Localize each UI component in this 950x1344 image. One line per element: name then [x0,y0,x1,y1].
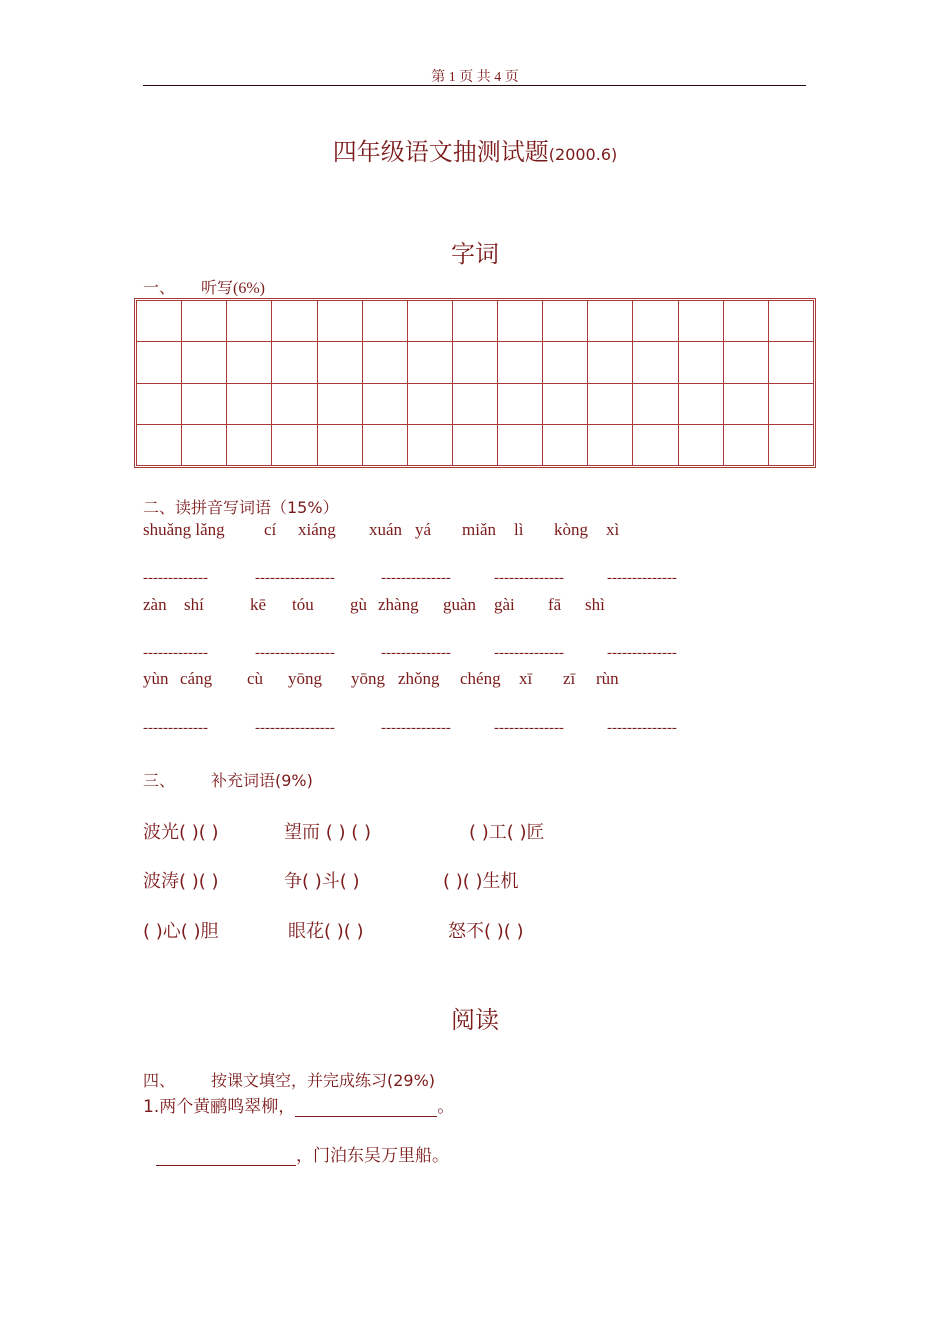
pinyin-word: guàn [443,595,477,614]
grid-row [137,301,814,342]
grid-cell[interactable] [137,424,182,465]
grid-cell[interactable] [678,342,723,383]
pinyin-word: shuǎng lǎng [143,520,225,539]
grid-cell[interactable] [272,383,317,424]
question-1-heading [143,275,265,298]
grid-cell[interactable] [498,301,543,342]
grid-cell[interactable] [362,424,407,465]
title-main: 四年级语文抽测试题 [332,138,549,166]
grid-row [137,424,814,465]
page-title [0,132,950,167]
grid-cell[interactable] [633,342,678,383]
question-4-label: 四、 [143,1071,176,1090]
grid-cell[interactable] [768,383,813,424]
pinyin-word: zī [563,669,576,688]
answer-blank[interactable]: ---------------- [255,720,335,736]
grid-cell[interactable] [362,301,407,342]
grid-cell[interactable] [137,383,182,424]
grid-cell[interactable] [182,383,227,424]
idiom-fill-item[interactable]: 波涛( )( ) [143,871,219,892]
poem-line-1 [143,1092,454,1117]
pinyin-word: gù [350,595,367,614]
pinyin-word: xuán [369,520,403,539]
dictation-grid-table [136,300,814,466]
grid-cell[interactable] [362,383,407,424]
pinyin-word: yōng [351,669,385,688]
grid-cell[interactable] [633,383,678,424]
idiom-fill-item[interactable]: 望而 ( ) ( ) [284,822,371,843]
grid-cell[interactable] [543,383,588,424]
pinyin-word: cáng [180,669,213,688]
question-3-heading [143,768,313,791]
grid-cell[interactable] [723,301,768,342]
grid-cell[interactable] [452,301,497,342]
grid-cell[interactable] [723,424,768,465]
answer-blank[interactable]: -------------- [607,570,677,586]
pinyin-word: xī [519,669,533,688]
grid-cell[interactable] [272,424,317,465]
grid-cell[interactable] [498,424,543,465]
answer-blank[interactable]: -------------- [607,645,677,661]
answer-blank[interactable]: -------------- [494,645,564,661]
answer-blank[interactable]: -------------- [381,720,451,736]
idiom-fill-item[interactable]: ( )工( )匠 [469,822,545,843]
grid-cell[interactable] [407,342,452,383]
grid-cell[interactable] [768,342,813,383]
grid-cell[interactable] [588,383,633,424]
grid-cell[interactable] [588,424,633,465]
pinyin-word: zhǒng [398,669,440,688]
grid-cell[interactable] [678,301,723,342]
answer-blank[interactable]: -------------- [381,570,451,586]
poem-line-2-suffix: ，门泊东吴万里船。 [296,1146,449,1166]
grid-cell[interactable] [452,424,497,465]
answer-blank[interactable]: ------------- [143,645,208,661]
grid-cell[interactable] [588,342,633,383]
grid-cell[interactable] [633,301,678,342]
title-date: (2000.6) [548,145,618,164]
grid-cell[interactable] [137,301,182,342]
pinyin-word: shí [184,595,204,614]
grid-cell[interactable] [182,424,227,465]
question-1-text: 听写(6%) [201,280,265,297]
answer-blank[interactable]: ---------------- [255,645,335,661]
pinyin-word: tóu [292,595,314,614]
pinyin-word: yōng [288,669,322,688]
pinyin-word: zhàng [378,595,419,614]
idiom-fill-item[interactable]: 眼花( )( ) [288,921,364,942]
poem-line-1-prefix: 1.两个黄鹂鸣翠柳， [143,1097,296,1117]
pinyin-word: cù [247,669,264,688]
pinyin-word: shì [585,595,605,614]
grid-cell[interactable] [407,383,452,424]
pinyin-word: kē [250,595,267,614]
answer-blank[interactable]: ------------- [143,570,208,586]
question-3-label: 三、 [143,771,176,790]
pinyin-word: yùn [143,669,169,688]
answer-blank[interactable]: ------------- [143,720,208,736]
pinyin-word: chéng [460,669,501,688]
question-4-heading [143,1068,435,1091]
pinyin-word: xì [606,520,620,539]
pinyin-word: kòng [554,520,588,539]
grid-cell[interactable] [137,342,182,383]
grid-cell[interactable] [407,301,452,342]
idiom-fill-item[interactable]: ( )心( )胆 [143,921,219,942]
answer-blank[interactable]: -------------- [381,645,451,661]
grid-cell[interactable] [227,342,272,383]
grid-cell[interactable] [588,301,633,342]
grid-cell[interactable] [407,424,452,465]
idiom-fill-item[interactable]: ( )( )生机 [443,871,519,892]
poem-blank-2[interactable] [156,1147,296,1166]
grid-cell[interactable] [543,424,588,465]
grid-cell[interactable] [723,342,768,383]
grid-cell[interactable] [723,383,768,424]
poem-blank-1[interactable] [295,1098,437,1117]
poem-line-1-suffix: 。 [437,1097,455,1117]
grid-cell[interactable] [182,301,227,342]
grid-cell[interactable] [227,424,272,465]
grid-cell[interactable] [317,383,362,424]
grid-cell[interactable] [317,342,362,383]
section-heading-words: 字词 [451,240,499,268]
page-header: 第 1 页 共 4 页 [431,70,519,85]
pinyin-word: yá [415,520,432,539]
answer-blank[interactable]: ---------------- [255,570,335,586]
question-2-heading: 二、读拼音写词语（15%） [143,498,339,517]
grid-cell[interactable] [272,301,317,342]
grid-row [137,342,814,383]
grid-cell[interactable] [543,301,588,342]
pinyin-word: zàn [143,595,167,614]
grid-cell[interactable] [317,424,362,465]
header-divider [143,85,806,86]
grid-cell[interactable] [678,383,723,424]
pinyin-word: cí [264,520,277,539]
pinyin-word: xiáng [298,520,336,539]
grid-cell[interactable] [768,424,813,465]
grid-cell[interactable] [768,301,813,342]
grid-cell[interactable] [182,342,227,383]
section-heading-reading: 阅读 [451,1006,499,1034]
question-3-text: 补充词语(9%) [211,771,313,790]
pinyin-word: lì [514,520,524,539]
answer-blank[interactable]: -------------- [494,570,564,586]
grid-cell[interactable] [272,342,317,383]
pinyin-word: fā [548,595,562,614]
grid-cell[interactable] [498,383,543,424]
grid-row [137,383,814,424]
grid-cell[interactable] [227,301,272,342]
pinyin-word: miǎn [462,520,496,539]
question-4-text: 按课文填空，并完成练习(29%) [211,1071,436,1090]
grid-cell[interactable] [498,342,543,383]
question-1-label: 一、 [143,278,176,297]
dictation-grid[interactable] [134,298,816,468]
idiom-fill-item[interactable]: 争( )斗( ) [284,871,360,892]
idiom-fill-item[interactable]: 波光( )( ) [143,822,219,843]
grid-cell[interactable] [362,342,407,383]
grid-cell[interactable] [452,383,497,424]
idiom-fill-item[interactable]: 怒不( )( ) [448,921,524,942]
grid-cell[interactable] [543,342,588,383]
grid-cell[interactable] [317,301,362,342]
grid-cell[interactable] [452,342,497,383]
grid-cell[interactable] [633,424,678,465]
answer-blank[interactable]: -------------- [607,720,677,736]
pinyin-word: gài [494,595,515,614]
answer-blank[interactable]: -------------- [494,720,564,736]
grid-cell[interactable] [227,383,272,424]
pinyin-word: rùn [596,669,619,688]
poem-line-2 [156,1141,449,1166]
grid-cell[interactable] [678,424,723,465]
